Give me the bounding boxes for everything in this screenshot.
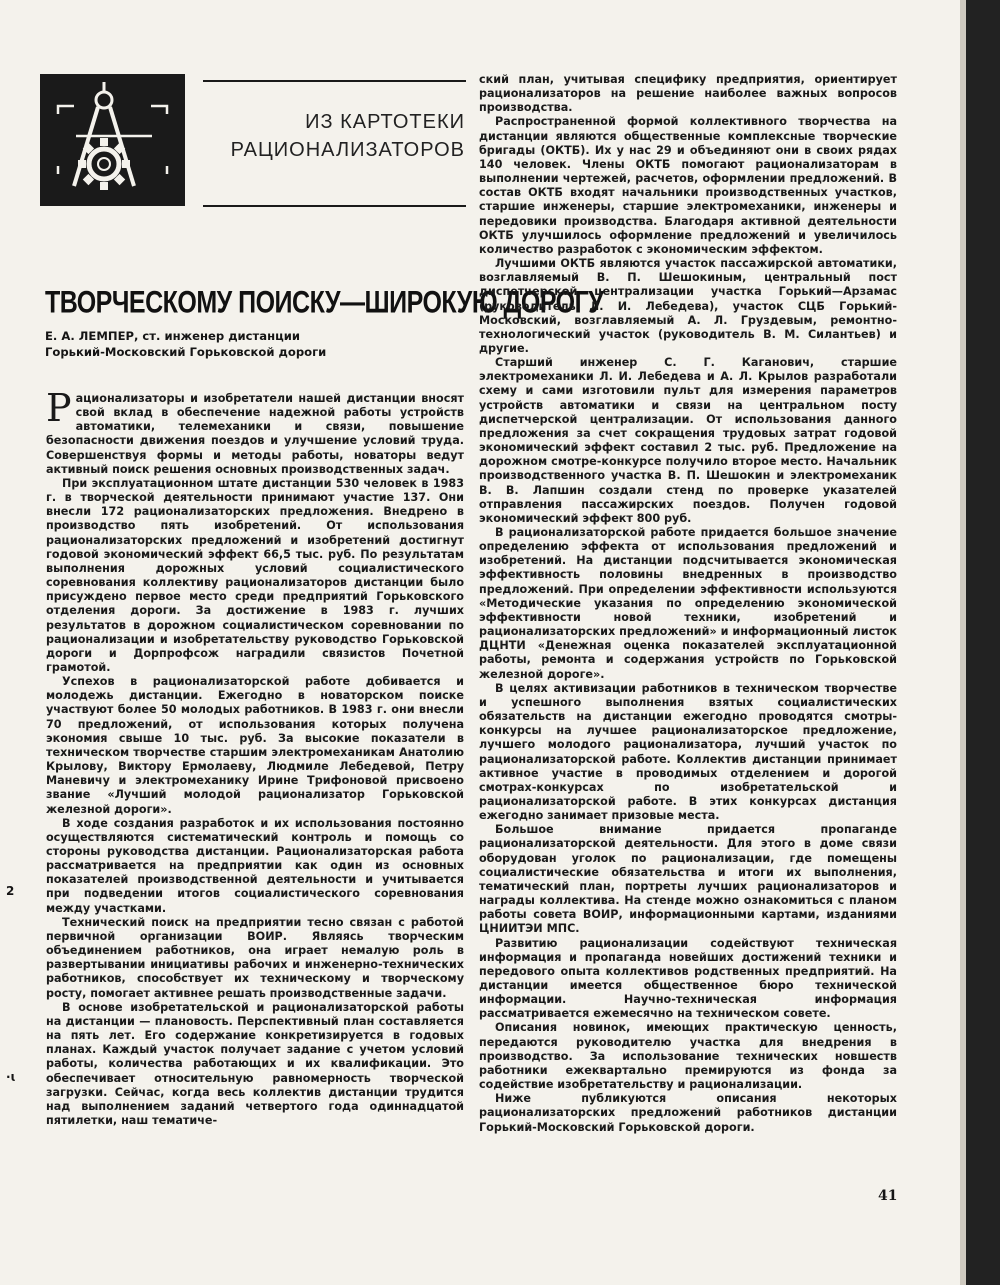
paragraph: Распространенной формой коллективного творчества на дистанции являются общественные комплексные творческие бригады (ОКТБ). Их у нас 29 и объединяют они в своих рядах 140 человек. Члены ОКТБ помогают рационализаторам в выполнении чертежей, расчетов, оформлении предложений. В состав ОКТБ входят начальники производственных участков, старшие инженеры, старшие электромеханики, инженеры и передовики производства. Благодаря активной деятельности ОКТБ улучшилось оформление предложений и увеличилось количество разработок с экономическим эффектом. (479, 115, 897, 256)
author-name: Е. А. ЛЕМПЕР, ст. инженер дистанции (45, 329, 300, 343)
paragraph: В основе изобретательской и рационализаторской работы на дистанции — плановость. Перспективный план составляется на пять лет. Его содержание конкретизируется в годовых планах. Каждый участок получает задание с учетом условий работы, количества работающих и их квалификации. Это обеспечивает относительную равномерность творческой загрузки. Сейчас, когда весь коллектив дистанции трудится над выполнением заданий четвертого года одиннадцатой пятилетки, наш тематиче- (46, 1000, 464, 1127)
paragraph: Развитию рационализации содействуют техническая информация и пропаганда новейших достижений техники и передового опыта коллективов родственных предприятий. На дистанции имеется общественное бюро технической информации. Научно-техническая информация рассматривается ежемесячно на техническом совете. (479, 936, 897, 1021)
margin-mark: 2 (6, 884, 15, 898)
page-edge (966, 0, 1000, 1285)
paragraph: Описания новинок, имеющих практическую ценность, передаются руководителю участка для внедрения в производство. За использование технических новшеств работники ежеквартально премируются из фонда за содействие изобретательству и рационализации. (479, 1021, 897, 1092)
paragraph: Старший инженер С. Г. Каганович, старшие электромеханики Л. И. Лебедева и А. Л. Крылов разработали схему и сами изготовили пульт для измерения параметров устройств автоматики и связи на центральном посту диспетчерской централизации. От использования данного предложения за счет сокращения трудовых затрат годовой экономический эффект составил 2 тыс. руб. Предложение на дорожном смотре-конкурсе получило второе место. Начальник производственного участка В. П. Шешокин и электромеханик В. В. Лапшин создали стенд по проверке указателей отправления пассажирских поездов. Получен годовой экономический эффект 800 руб. (479, 356, 897, 525)
rubric-rule-top (203, 80, 466, 82)
compass-gear-icon (40, 74, 185, 206)
paragraph: Успехов в рационализаторской работе добивается и молодежь дистанции. Ежегодно в новаторском поиске участвуют более 50 молодых работников. В 1983 г. они внесли 70 предложений, от использования которых получена экономия свыше 10 тыс. руб. За высокие показатели в техническом творчестве старшим электромеханикам Анатолию Крылову, Виктору Ермолаеву, Людмиле Лебедевой, Петру Маневичу и электромеханику Ирине Трифоновой присвоено звание «Лучший молодой рационализатор Горьковской железной дороги». (46, 675, 464, 816)
paragraph: Технический поиск на предприятии тесно связан с работой первичной организации ВОИР. Являясь творческим объединением работников, она играет немалую роль в развертывании инициативы рабочих и инженерно-технических работников, способствует их техническому и творческому росту, помогает активнее решать производственные задачи. (46, 915, 464, 1000)
paragraph: В рационализаторской работе придается большое значение определению эффекта от использования предложений и изобретений. На дистанции подсчитывается экономическая эффективность половины внедренных в производство предложений. При определении эффективности используются «Методические указания по определению экономической эффективности новой техники, изобретений и рационализаторских предложений» и информационный листок ДЦНТИ «Денежная оценка показателей эксплуатационной работы, ремонта и содержания устройств по Горьковской железной дороге». (479, 526, 897, 681)
rubric-line-2: РАЦИОНАЛИЗАТОРОВ (230, 139, 465, 161)
rubric-rule-bottom (203, 205, 466, 207)
paragraph: ский план, учитывая специфику предприятия, ориентирует рационализаторов на решение наиболее важных вопросов производства. (479, 73, 897, 115)
paragraph: При эксплуатационном штате дистанции 530 человек в 1983 г. в творческой деятельности принимают участие 137. Они внесли 172 рационализаторских предложения. Внедрено в производство пять изобретений. От использования рационализаторских предложений и изобретений достигнут годовой экономический эффект 66,5 тыс. руб. По результатам выполнения дорожных условий социалистического соревнования коллективу рационализаторов дистанции было присуждено первое место среди предприятий Горьковского отделения дороги. За достижение в 1983 г. лучших результатов в дорожном социалистическом соревновании по рационализации и изобретательству руководство Горьковской дороги и Дорпрофсож наградили связистов Почетной грамотой. (46, 476, 464, 674)
paragraph: Ниже публикуются описания некоторых рационализаторских предложений работников дистанции Горький-Московский Горьковской дороги. (479, 1092, 897, 1134)
article-column-left (46, 386, 464, 1128)
paragraph: Лучшими ОКТБ являются участок пассажирской автоматики, возглавляемый В. П. Шешокиным, центральный пост диспетчерской централизации участка Горький—Арзамас (руководитель Л. И. Лебедева), участок СЦБ Горький-Московский, возглавляемый А. Л. Груздевым, ремонтно-технологический участок (руководитель В. М. Силантьев) и другие. (479, 257, 897, 355)
margin-mark: ·ɩ (6, 1070, 16, 1084)
article-title: ТВОРЧЕСКОМУ ПОИСКУ—ШИРОКУЮ ДОРОГУ (45, 285, 604, 320)
article-byline (45, 328, 465, 360)
rubric-line-1: ИЗ КАРТОТЕКИ (305, 111, 465, 133)
paragraph: Рационализаторы и изобретатели нашей дистанции вносят свой вклад в обеспечение надежной работы устройств автоматики, телемеханики и связи, повышение безопасности движения поездов и улучшение условий труда. Совершенствуя формы и методы работы, новаторы ведут активный поиск решения основных производственных задач. (46, 386, 464, 476)
page-number: 41 (878, 1188, 898, 1204)
paragraph: В ходе создания разработок и их использования постоянно осуществляются систематический контроль и помощь со стороны руководства дистанции. Рационализаторская работа рассматривается на предприятии как один из основных показателей производственной деятельности и учитывается при подведении итогов социалистического соревнования между участками. (46, 816, 464, 915)
drop-cap: Р (46, 386, 72, 430)
paragraph: В целях активизации работников в техническом творчестве и успешного выполнения взятых социалистических обязательств на дистанции ежегодно проводятся смотры-конкурсы на лучшее рационализаторское предложение, лучшего молодого рационализатора, лучший участок по рационализаторской работе. Коллектив дистанции принимает активное участие в проводимых отделением и дорогой смотрах-конкурсах по изобретательской и рационализаторской работе. В этих конкурсах дистанция ежегодно занимает призовые места. (479, 681, 897, 823)
author-affiliation: Горький-Московский Горьковской дороги (45, 345, 327, 359)
article-column-right (479, 73, 897, 1135)
rubric-logo (40, 74, 185, 206)
paragraph: Большое внимание придается пропаганде рационализаторской деятельности. Для этого в доме связи оборудован уголок по рационализации, где помещены социалистические обязательства и итоги их выполнения, тематический план, портреты лучших рационализаторов и награды коллектива. На стенде можно ознакомиться с планом работы совета ВОИР, информационными картами, изданиями ЦНИИТЭИ МПС. (479, 823, 897, 936)
rubric-title (200, 108, 465, 164)
